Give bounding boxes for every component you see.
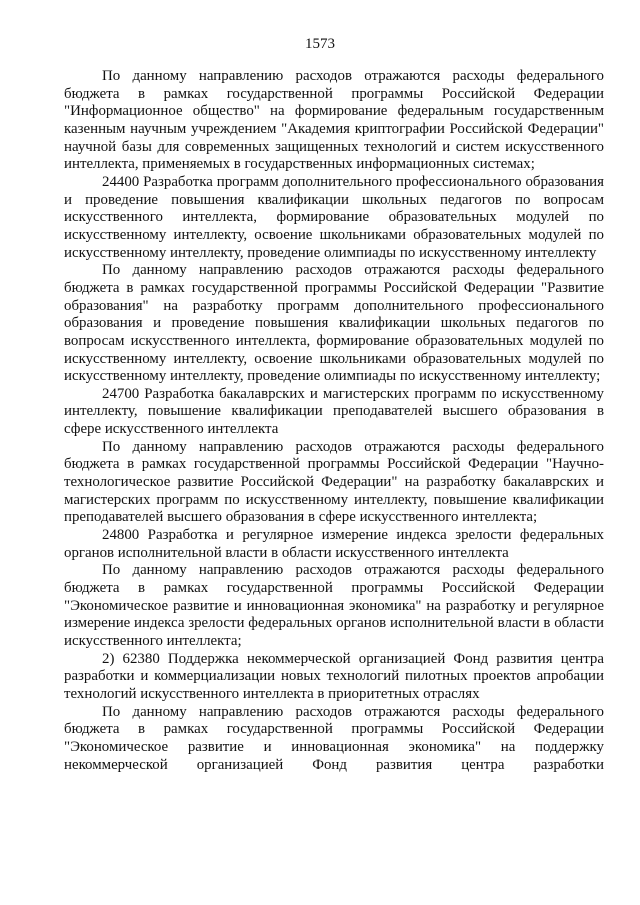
document-body — [64, 68, 604, 774]
paragraph: 24700 Разработка бакалаврских и магистерских программ по искусственному интеллекту, повышение квалификации преподавателей высшего образования в сфере искусственного интеллекта — [64, 385, 604, 438]
paragraph: По данному направлению расходов отражаются расходы федерального бюджета в рамках государственной программы Российской Федерации "Экономическое развитие и инновационная экономика" на поддержку некоммерческой организацией Фонд развития центра разработки — [64, 703, 604, 773]
paragraph: По данному направлению расходов отражаются расходы федерального бюджета в рамках государственной программы Российской Федерации "Информационное общество" на формирование федеральным государственным казенным научным учреждением "Академия криптографии Российской Федерации" научной базы для современных защищенных технологий и систем искусственного интеллекта, применяемых в государственных информационных системах; — [64, 68, 604, 173]
paragraph: По данному направлению расходов отражаются расходы федерального бюджета в рамках государственной программы Российской Федерации "Экономическое развитие и инновационная экономика" на разработку и регулярное измерение индекса зрелости федеральных органов исполнительной власти в области искусственного интеллекта; — [64, 562, 604, 649]
page-number: 1573 — [305, 36, 335, 52]
paragraph: 24400 Разработка программ дополнительного профессионального образования и проведение повышения квалификации школьных педагогов по вопросам искусственного интеллекта, формирование образовательных модулей по искусственному интеллекту, освоение школьниками образовательных модулей по искусственному интеллекту, проведение олимпиады по искусственному интеллекту — [64, 173, 604, 261]
paragraph: По данному направлению расходов отражаются расходы федерального бюджета в рамках государственной программы Российской Федерации "Развитие образования" на разработку программ дополнительного профессионального образования и проведение повышения квалификации школьных педагогов по вопросам искусственного интеллекта, формирование образовательных модулей по искусственному интеллекту, освоение школьниками образовательных модулей по искусственному интеллекту, проведение олимпиады по искусственному интеллекту; — [64, 262, 604, 385]
paragraph: 24800 Разработка и регулярное измерение индекса зрелости федеральных органов исполнительной власти в области искусственного интеллекта — [64, 527, 604, 561]
paragraph: По данному направлению расходов отражаются расходы федерального бюджета в рамках государственной программы Российской Федерации "Научно-технологическое развитие Российской Федерации" на разработку бакалаврских и магистерских программ по искусственному интеллекту, повышение квалификации преподавателей высшего образования в сфере искусственного интеллекта; — [64, 438, 604, 526]
paragraph: 2) 62380 Поддержка некоммерческой организацией Фонд развития центра разработки и коммерциализации новых технологий пилотных проектов апробации технологий искусственного интеллекта в приоритетных отраслях — [64, 650, 604, 702]
